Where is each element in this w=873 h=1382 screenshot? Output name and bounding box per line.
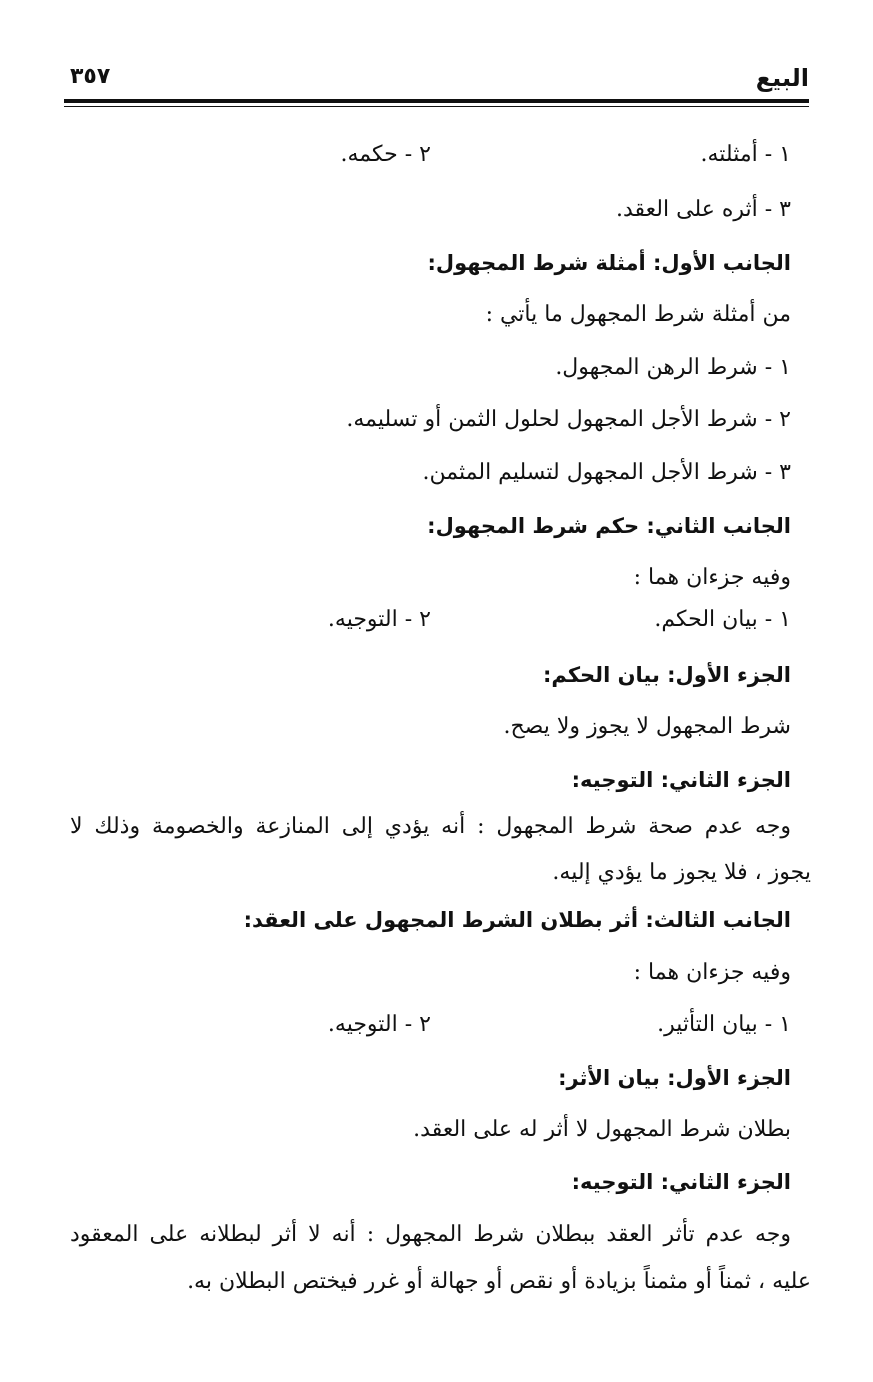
section-heading: الجزء الثاني: التوجيه:	[571, 768, 791, 792]
body-text-line: شرط المجهول لا يجوز ولا يصح.	[503, 714, 791, 739]
header-rule-thick	[64, 99, 809, 103]
running-title: البيع	[755, 64, 809, 92]
body-text-line: ٢ - شرط الأجل المجهول لحلول الثمن أو تسليمه.	[346, 407, 791, 432]
list-row	[271, 605, 791, 635]
body-text-line: ٣ - أثره على العقد.	[616, 197, 791, 222]
list-row	[271, 140, 791, 170]
list-item: ٢ - حكمه.	[340, 142, 431, 167]
list-row	[271, 1010, 791, 1040]
list-item: ١ - بيان التأثير.	[657, 1012, 791, 1037]
section-heading: الجزء الأول: بيان الحكم:	[542, 663, 791, 687]
body-text-line: وجه عدم تأثر العقد ببطلان شرط المجهول : أنه لا أثر لبطلانه على المعقود	[70, 1222, 791, 1247]
list-item: ٢ - التوجيه.	[327, 607, 431, 632]
section-heading: الجزء الثاني: التوجيه:	[571, 1170, 791, 1194]
list-item: ١ - بيان الحكم.	[654, 607, 791, 632]
list-item: ٢ - التوجيه.	[327, 1012, 431, 1037]
list-item: ١ - أمثلته.	[700, 142, 791, 167]
section-heading: الجزء الأول: بيان الأثر:	[558, 1066, 791, 1090]
body-text-line: ٣ - شرط الأجل المجهول لتسليم المثمن.	[422, 460, 791, 485]
body-text-line: يجوز ، فلا يجوز ما يؤدي إليه.	[552, 860, 811, 885]
header-rule-thin	[64, 106, 809, 107]
page-number: ٣٥٧	[70, 64, 111, 89]
body-text-line: وفيه جزءان هما :	[633, 565, 791, 590]
body-text-line: بطلان شرط المجهول لا أثر له على العقد.	[413, 1117, 791, 1142]
section-heading: الجانب الأول: أمثلة شرط المجهول:	[427, 251, 791, 275]
body-text-line: من أمثلة شرط المجهول ما يأتي :	[485, 302, 791, 327]
body-text-line: عليه ، ثمناً أو مثمناً بزيادة أو نقص أو جهالة أو غرر فيختص البطلان به.	[187, 1269, 811, 1294]
section-heading: الجانب الثاني: حكم شرط المجهول:	[427, 514, 791, 538]
body-text-line: وجه عدم صحة شرط المجهول : أنه يؤدي إلى المنازعة والخصومة وذلك لا	[70, 814, 791, 839]
body-text-line: وفيه جزءان هما :	[633, 960, 791, 985]
body-text-line: ١ - شرط الرهن المجهول.	[555, 355, 791, 380]
section-heading: الجانب الثالث: أثر بطلان الشرط المجهول على العقد:	[243, 908, 791, 932]
page-header	[64, 64, 809, 94]
